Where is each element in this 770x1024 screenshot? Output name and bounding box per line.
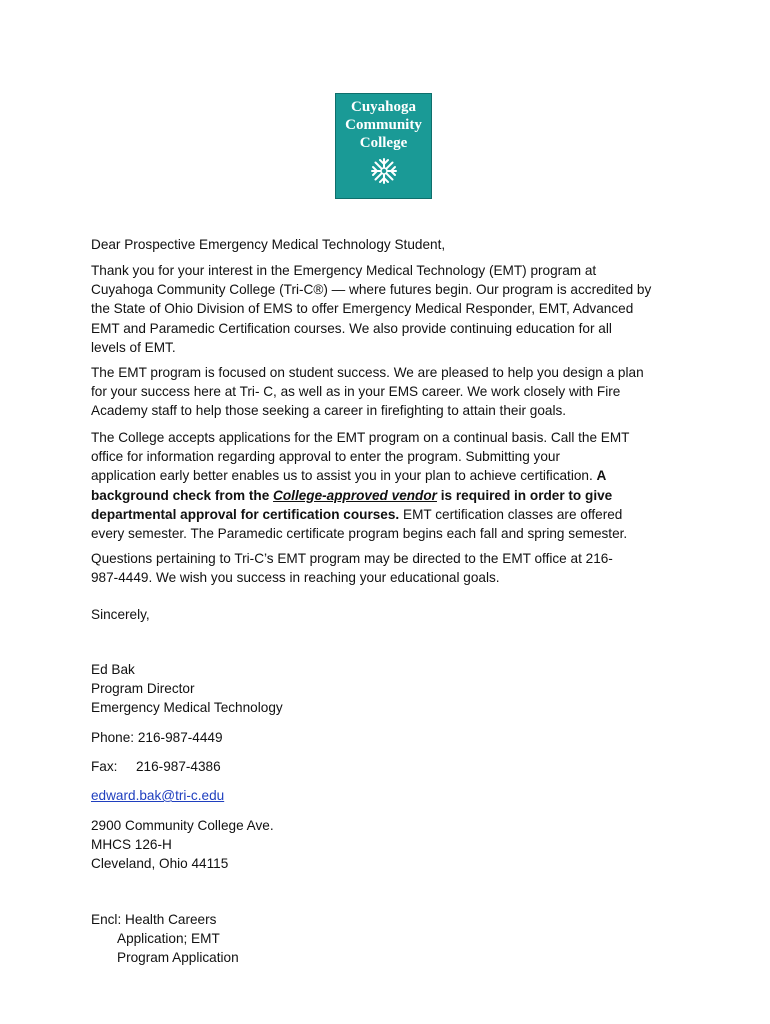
bold-text: A xyxy=(596,468,607,484)
college-approved-vendor-link[interactable]: College-approved vendor xyxy=(273,487,437,503)
logo-wordmark xyxy=(336,94,431,152)
paragraph-line: levels of EMT. xyxy=(91,339,176,355)
college-logo xyxy=(335,93,432,199)
logo-line: Cuyahoga xyxy=(350,99,417,115)
paragraph-questions xyxy=(91,549,661,587)
paragraph-intro xyxy=(91,261,661,357)
paragraph-applications xyxy=(91,428,661,543)
signer-name: Ed Bak xyxy=(91,662,135,677)
paragraph-text: application early better enables us to assist you in your plan to achieve certification. xyxy=(91,468,593,484)
paragraph-line xyxy=(91,486,661,505)
phone-line: Phone: 216-987-4449 xyxy=(91,730,223,745)
enclosure-block xyxy=(91,910,661,968)
signer-title: Program Director xyxy=(91,681,195,697)
paragraph-line: Thank you for your interest in the Emergency Medical Technology (EMT) program at xyxy=(91,263,597,278)
paragraph-line: The EMT program is focused on student success. We are pleased to help you design a plan xyxy=(91,365,644,380)
paragraph-line: every semester. The Paramedic certificate program begins each fall and spring semester. xyxy=(91,526,628,542)
address-line: MHCS 126-H xyxy=(91,837,172,853)
paragraph-text: EMT certification classes are offered xyxy=(403,506,623,522)
address-block xyxy=(91,816,661,874)
snowflake-emblem-icon xyxy=(369,156,399,186)
fax-number: 216-987-4386 xyxy=(136,759,221,774)
bold-text: departmental approval for certification courses. xyxy=(91,506,400,522)
salutation: Dear Prospective Emergency Medical Technology Student, xyxy=(91,237,446,252)
enclosure-line: Program Application xyxy=(117,950,239,966)
paragraph-line: office for information regarding approval to enter the program. Submitting your xyxy=(91,449,560,465)
paragraph-line xyxy=(91,505,661,524)
paragraph-line: Academy staff to help those seeking a career in firefighting to attain their goals. xyxy=(91,403,567,419)
email-link[interactable]: edward.bak@tri-c.edu xyxy=(91,788,225,803)
paragraph-line: for your success here at Tri- C, as well as in your EMS career. We work closely with Fire xyxy=(91,384,621,400)
email-line xyxy=(91,786,661,805)
enclosure-line: Encl: Health Careers xyxy=(91,912,217,927)
paragraph-line: Questions pertaining to Tri-C’s EMT program may be directed to the EMT office at 216- xyxy=(91,551,613,566)
signature-block xyxy=(91,660,661,718)
paragraph-line: The College accepts applications for the EMT program on a continual basis. Call the EMT xyxy=(91,430,630,445)
fax-line xyxy=(91,757,661,776)
paragraph-line: Cuyahoga Community College (Tri-C®) — where futures begin. Our program is accredited by xyxy=(91,282,652,298)
logo-line: College xyxy=(359,135,408,151)
paragraph-line: the State of Ohio Division of EMS to offer Emergency Medical Responder, EMT, Advanced xyxy=(91,301,634,317)
bold-text: is required in order to give xyxy=(440,487,613,503)
fax-label: Fax: xyxy=(91,759,118,774)
paragraph-success xyxy=(91,363,661,421)
address-line: 2900 Community College Ave. xyxy=(91,818,274,833)
signer-department: Emergency Medical Technology xyxy=(91,700,283,716)
paragraph-line: 987-4449. We wish you success in reaching your educational goals. xyxy=(91,570,500,586)
paragraph-line: EMT and Paramedic Certification courses. We also provide continuing education for all xyxy=(91,320,612,336)
address-line: Cleveland, Ohio 44115 xyxy=(91,856,229,872)
paragraph-line xyxy=(91,466,661,485)
bold-text: background check from the xyxy=(91,487,270,503)
logo-line: Community xyxy=(345,117,422,133)
closing: Sincerely, xyxy=(91,607,150,622)
enclosure-line: Application; EMT xyxy=(117,931,220,947)
